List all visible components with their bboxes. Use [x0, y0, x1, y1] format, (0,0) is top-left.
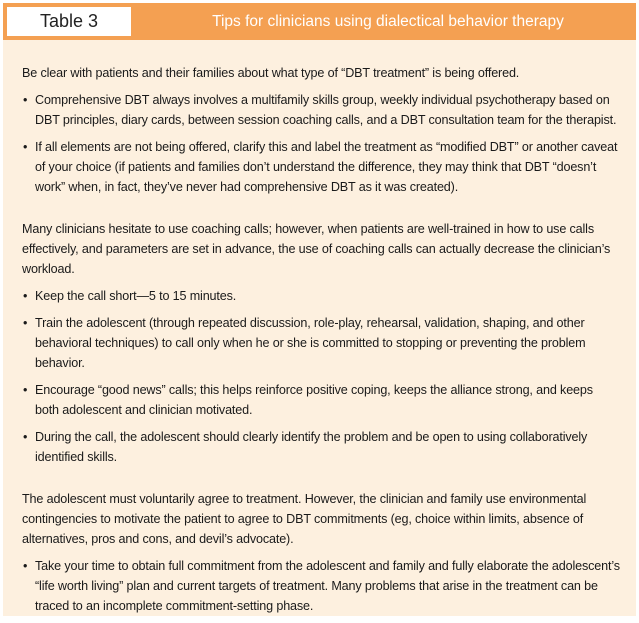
- table-number-label: Table 3: [5, 5, 133, 38]
- bullet-list: [22, 556, 620, 616]
- bullet-list: [22, 286, 620, 467]
- bullet-item: • Take your time to obtain full commitment from the adolescent and family and fully elaborate the adolescent’s “life worth living” plan and current targets of treatment. Many problems that arise in the treatment can be traced to an incomplete commitment-setting phase.: [22, 556, 620, 616]
- table-content: [22, 63, 620, 623]
- bullet-list: [22, 90, 620, 197]
- bullet-item: • If all elements are not being offered, clarify this and label the treatment as “modified DBT” or another caveat of your choice (if patients and families don’t understand the difference, they may think that DBT “doesn’t work” when, in fact, they’ve never had comprehensive DBT as it was created).: [22, 137, 620, 197]
- table-card: [3, 3, 636, 616]
- section-dbt-treatment: [22, 63, 620, 197]
- table-title: Tips for clinicians using dialectical behavior therapy: [212, 13, 564, 30]
- section-coaching-calls: [22, 219, 620, 467]
- section-intro: The adolescent must voluntarily agree to treatment. However, the clinician and family use environmental contingencies to motivate the patient to agree to DBT commitments (eg, choice within limits, absence of alternatives, pros and cons, and devil’s advocate).: [22, 492, 587, 546]
- bullet-item: • Train the adolescent (through repeated discussion, role-play, rehearsal, validation, shaping, and other behavioral techniques) to call only when he or she is committed to stopping or preventing the problem behavior.: [22, 313, 620, 373]
- bullet-item: • During the call, the adolescent should clearly identify the problem and be open to using collaboratively identified skills.: [22, 427, 620, 467]
- section-intro: Be clear with patients and their families about what type of “DBT treatment” is being offered.: [22, 66, 520, 80]
- bullet-item: • Encourage “good news” calls; this helps reinforce positive coping, keeps the alliance strong, and keeps both adolescent and clinician motivated.: [22, 380, 620, 420]
- table-header: [3, 3, 636, 40]
- section-commitment: [22, 489, 620, 616]
- section-intro: Many clinicians hesitate to use coaching calls; however, when patients are well-trained in how to use calls effectively, and parameters are set in advance, the use of coaching calls can actually decrease the clinician’s workload.: [22, 222, 611, 276]
- bullet-item: • Keep the call short—5 to 15 minutes.: [22, 286, 620, 306]
- bullet-item: • Comprehensive DBT always involves a multifamily skills group, weekly individual psychotherapy based on DBT principles, diary cards, between session coaching calls, and a DBT consultation team for the therapist.: [22, 90, 620, 130]
